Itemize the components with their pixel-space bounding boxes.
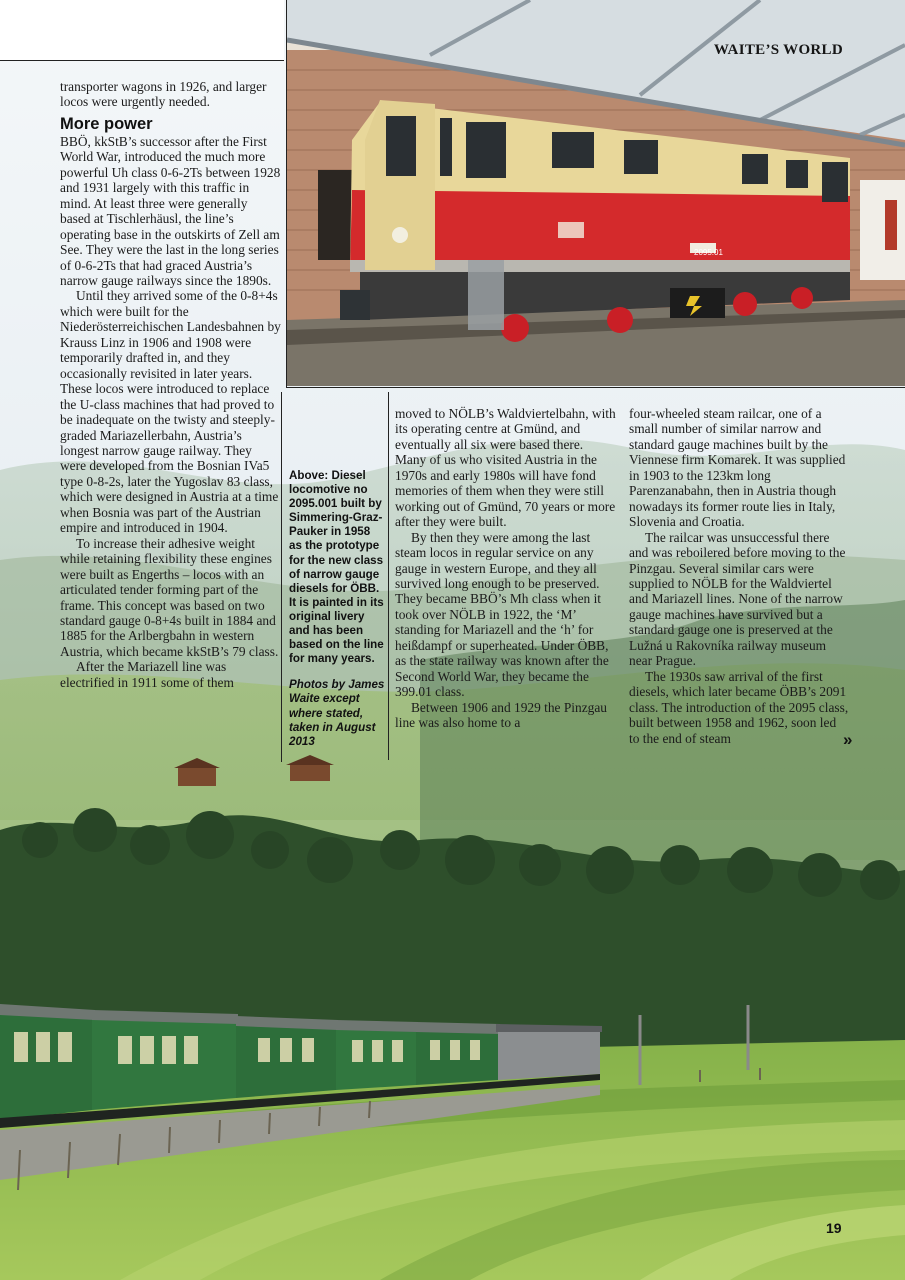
continue-arrow-icon: » [843,730,853,749]
paragraph: moved to NÖLB’s Waldviertelbahn, with its operating centre at Gmünd, and eventually all six were based there. Many of us who visited Austria in the 1970s and early 1980s will have fond memories of them when they were still working out of Gmünd, 70 years or more after they were built. [395,406,616,530]
article-column-1 [60,79,281,690]
top-column-rule [0,60,284,61]
paragraph: After the Mariazell line was electrified in 1911 some of them [60,659,234,690]
column-rule-center [388,392,389,760]
running-header: WAITE’S WORLD [713,42,843,58]
paragraph: By then they were among the last steam locos in regular service on any gauge in western Europe, and they all survived long enough to be preserved. They became BBÖ’s Mh class when it took over NÖLB in 1922, the ‘M’ standing for Mariazell and the ‘h’ for heißdampf or superheated. Under ÖBB, as the state railway was known after the Second World War, they became the 399.01 class. [395,529,609,700]
caption-text: Above: Diesel locomotive no 2095.001 built by Simmering-Graz-Pauker in 1958 as the prototype for the new class of narrow gauge diesels for ÖBB. It is painted in its original livery and has been based on the line for many years. [289,469,384,666]
photo-caption [289,469,385,749]
paragraph: Until they arrived some of the 0-8+4s which were built for the Niederösterreichischen Landesbahnen by Krauss Linz in 1906 and 1908 were temporarily drafted in, and they occasionally revisited in later years. These locos were introduced to replace the U-class machines that had proved to be inadequate on the twisty and steeply-graded Mariazellerbahn, Austria’s longest narrow gauge railway. They were developed from the Bosnian IVa5 type 0-8-2s, later the Yugoslav 83 class, which were designed in Austria at a time when Bosnia was part of the Austrian empire and introduced in 1904. [60,288,281,536]
paragraph: BBÖ, kkStB’s successor after the First World War, introduced the much more powerful Uh class 0-6-2Ts between 1928 and 1931 largely with this traffic in mind. At least three were generally based at Tischlerhäusl, the line’s operating base in the outskirts of Zell am See. They were the last in the long series of 0-6-2Ts that had graced Austria’s narrow gauge railways since the 1890s. [60,133,281,288]
section-heading: More power [60,114,153,133]
paragraph: transporter wagons in 1926, and larger locos were urgently needed. [60,79,267,110]
column-rule-left [281,392,282,762]
paragraph: The railcar was unsuccessful there and was reboilered before moving to the Pinzgau. Several similar cars were supplied to NÖLB for the Waldviertel and Mariazell lines. None of the narrow gauge machines have survived but a standard gauge one is preserved at the Lužná u Rakovníka railway museum near Prague. [629,529,846,669]
article-column-3 [629,406,849,746]
photo-credit: Photos by James Waite except where stated, taken in August 2013 [289,678,385,748]
page-number: 19 [826,1220,842,1236]
corner-blank-panel [0,0,284,60]
article-column-2 [395,406,616,731]
paragraph: The 1930s saw arrival of the first diesels, which later became ÖBB’s 2091 class. The introduction of the 2095 class, built between 1958 and 1962, soon led to the end of steam [629,668,849,746]
loco-number-plate: 2095.01 [694,248,723,257]
paragraph: four-wheeled steam railcar, one of a small number of similar narrow and standard gauge machines built by the Viennese firm Komarek. It was supplied in 1903 to the 123km long Parenzanabahn, then in Austria though nowadays its former route lies in Italy, Slovenia and Croatia. [629,406,846,530]
paragraph: To increase their adhesive weight while retaining flexibility these engines were built as Engerths – locos with an articulated tender forming part of the frame. This concept was based on two standard gauge 0-8+4s built in 1884 and 1885 for the Arlbergbahn in western Austria, which became kkStB’s 79 class. [60,535,279,659]
paragraph: Between 1906 and 1929 the Pinzgau line was also home to a [395,699,607,731]
